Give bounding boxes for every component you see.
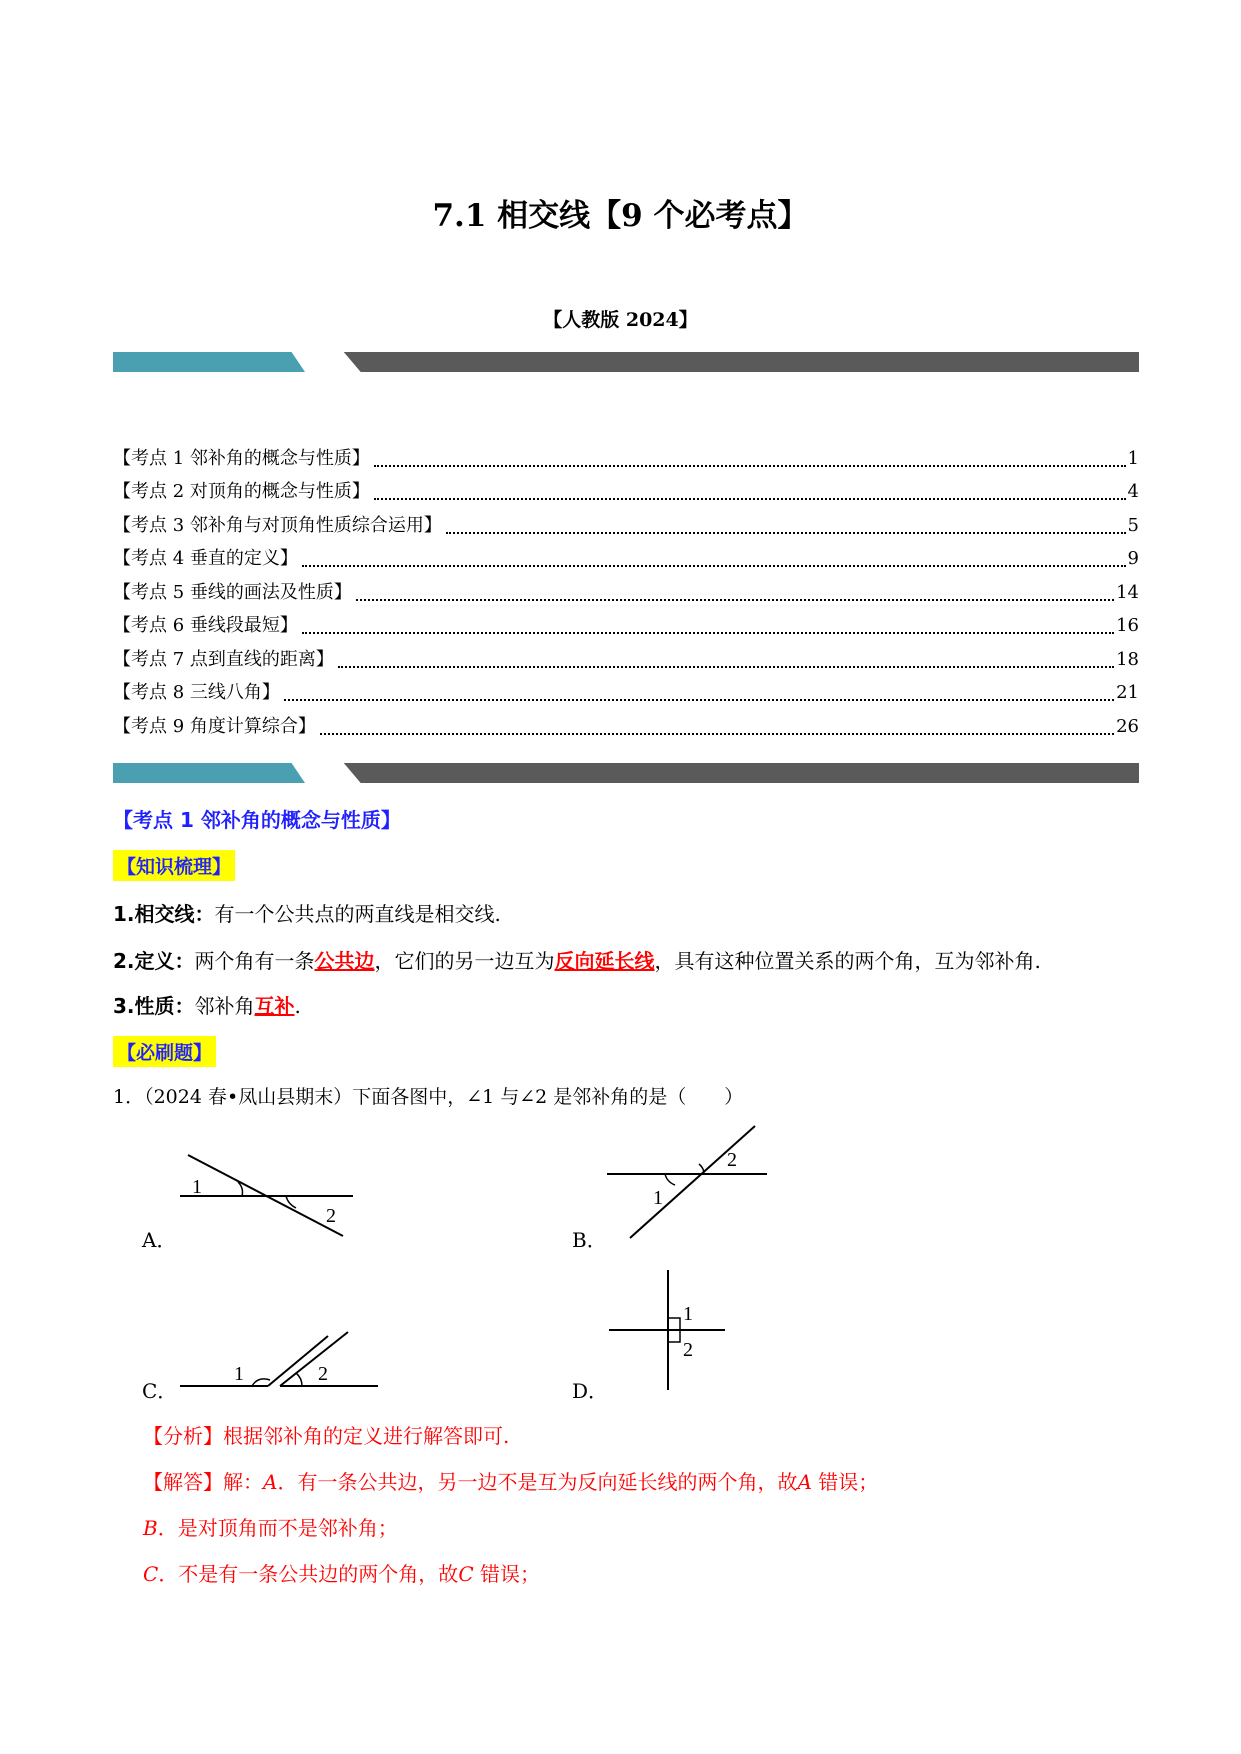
- option-ref: C: [458, 1562, 474, 1586]
- angle-label-2: 2: [683, 1339, 693, 1361]
- answer-text: ．是对顶角而不是邻补角；: [157, 1516, 398, 1540]
- divider-band-bottom: [113, 763, 1139, 783]
- toc-row[interactable]: [113, 436, 1139, 470]
- item-text: ，具有这种位置关系的两个角，互为邻补角.: [654, 949, 1041, 973]
- fig-line: [280, 1332, 348, 1386]
- toc-label: 【考点 4 垂直的定义】: [113, 548, 298, 569]
- item-label: 2.定义：: [113, 949, 195, 973]
- toc-page: 14: [1116, 581, 1139, 603]
- toc-leader: [446, 531, 1126, 534]
- fig-line: [630, 1126, 755, 1238]
- answer-line-2: [143, 1512, 398, 1541]
- toc-page: 5: [1127, 514, 1139, 536]
- toc-label: 【考点 5 垂线的画法及性质】: [113, 581, 352, 603]
- answer-line-3: [143, 1558, 540, 1587]
- item-text: .: [294, 994, 301, 1018]
- knowledge-item-3: [113, 990, 301, 1019]
- knowledge-tag: 【知识梳理】: [113, 850, 235, 881]
- toc-leader: [302, 631, 1114, 634]
- toc-page: 1: [1127, 447, 1139, 469]
- toc-label: 【考点 9 角度计算综合】: [113, 715, 316, 737]
- option-a-label[interactable]: A．: [142, 1228, 177, 1252]
- toc-row[interactable]: [113, 637, 1139, 671]
- toc-row[interactable]: [113, 470, 1139, 504]
- toc-row[interactable]: [113, 537, 1139, 571]
- figure-a: [178, 1150, 358, 1240]
- toc-leader: [320, 732, 1114, 735]
- option-ref: B: [143, 1516, 158, 1540]
- toc-page: 26: [1116, 715, 1139, 737]
- toc-label: 【考点 7 点到直线的距离】: [113, 648, 334, 670]
- figure-c: [178, 1330, 383, 1392]
- angle-arc: [296, 1373, 302, 1386]
- toc-page: 4: [1127, 481, 1139, 502]
- edition-label: 【人教版 2024】: [543, 309, 698, 331]
- answer-text: ．有一条公共边，另一边不是互为反向延长线的两个角，故: [277, 1470, 798, 1494]
- angle-label-1: 1: [234, 1363, 244, 1385]
- divider-gray: [293, 763, 1139, 783]
- angle-label-2: 2: [727, 1149, 737, 1171]
- question-text: 1．（2024 春•凤山县期末）下面各图中，∠1 与∠2 是邻补角的是（ ）: [113, 1086, 744, 1108]
- answer-text: 错误；: [811, 1470, 879, 1494]
- toc-leader: [356, 598, 1114, 601]
- option-ref: A: [263, 1470, 278, 1494]
- option-ref: C: [143, 1562, 159, 1586]
- toc-row[interactable]: [113, 604, 1139, 638]
- toc-label: 【考点 8 三线八角】: [113, 682, 280, 703]
- toc-row[interactable]: [113, 671, 1139, 705]
- knowledge-item-2: [113, 945, 1041, 974]
- toc-page: 18: [1116, 648, 1139, 670]
- highlight-term: 公共边: [314, 949, 375, 973]
- angle-label-1: 1: [192, 1176, 202, 1198]
- right-angle-mark: [668, 1330, 680, 1342]
- knowledge-item-1: [113, 898, 501, 927]
- toc-leader: [302, 564, 1126, 567]
- figure-d: [607, 1268, 729, 1392]
- item-text: 两个角有一条: [194, 949, 315, 973]
- divider-band-top: [113, 352, 1139, 372]
- toc-page: 16: [1116, 615, 1139, 636]
- item-label: 3.性质：: [113, 994, 195, 1018]
- item-text: 邻补角: [194, 994, 255, 1018]
- toc-page: 9: [1127, 548, 1139, 569]
- analysis-text: 【分析】根据邻补角的定义进行解答即可.: [143, 1424, 510, 1448]
- angle-label-1: 1: [683, 1303, 693, 1325]
- answer-text: 错误；: [473, 1562, 540, 1586]
- angle-arc: [665, 1174, 675, 1185]
- answer-line-1: [143, 1466, 878, 1495]
- divider-teal: [113, 763, 305, 783]
- toc-leader: [374, 464, 1126, 467]
- option-c-label[interactable]: C．: [142, 1379, 178, 1403]
- item-label: 1.相交线：: [113, 902, 215, 926]
- toc-label: 【考点 3 邻补角与对顶角性质综合运用】: [113, 514, 442, 536]
- toc-leader: [284, 698, 1114, 701]
- toc-row[interactable]: [113, 704, 1139, 738]
- angle-label-2: 2: [318, 1363, 328, 1385]
- item-text: ，它们的另一边互为: [374, 949, 555, 973]
- figure-b: [605, 1122, 770, 1242]
- toc-label: 【考点 1 邻补角的概念与性质】: [113, 447, 370, 469]
- practice-tag: 【必刷题】: [113, 1036, 216, 1067]
- divider-gray: [293, 352, 1139, 372]
- toc-label: 【考点 6 垂线段最短】: [113, 615, 298, 636]
- toc-leader: [374, 497, 1126, 500]
- angle-label-2: 2: [326, 1205, 336, 1227]
- right-angle-mark: [668, 1318, 680, 1330]
- section-heading: 【考点 1 邻补角的概念与性质】: [113, 808, 401, 832]
- divider-teal: [113, 352, 305, 372]
- angle-label-1: 1: [653, 1187, 663, 1209]
- answer-text: ．不是有一条公共边的两个角，故: [158, 1562, 459, 1586]
- page-title: 7.1 相交线【9 个必考点】: [432, 198, 809, 234]
- item-text: 有一个公共点的两直线是相交线.: [214, 902, 501, 926]
- angle-arc: [252, 1379, 270, 1386]
- answer-prefix: 【解答】解：: [143, 1470, 263, 1494]
- table-of-contents: [113, 436, 1139, 738]
- option-b-label[interactable]: B．: [572, 1228, 607, 1252]
- highlight-term: 互补: [254, 994, 295, 1018]
- toc-label: 【考点 2 对顶角的概念与性质】: [113, 481, 370, 502]
- toc-leader: [338, 665, 1114, 668]
- toc-page: 21: [1116, 682, 1139, 703]
- option-ref: A: [797, 1470, 812, 1494]
- toc-row[interactable]: [113, 570, 1139, 604]
- angle-arc: [699, 1164, 704, 1174]
- toc-row[interactable]: [113, 503, 1139, 537]
- option-d-label[interactable]: D．: [572, 1379, 609, 1403]
- highlight-term: 反向延长线: [554, 949, 655, 973]
